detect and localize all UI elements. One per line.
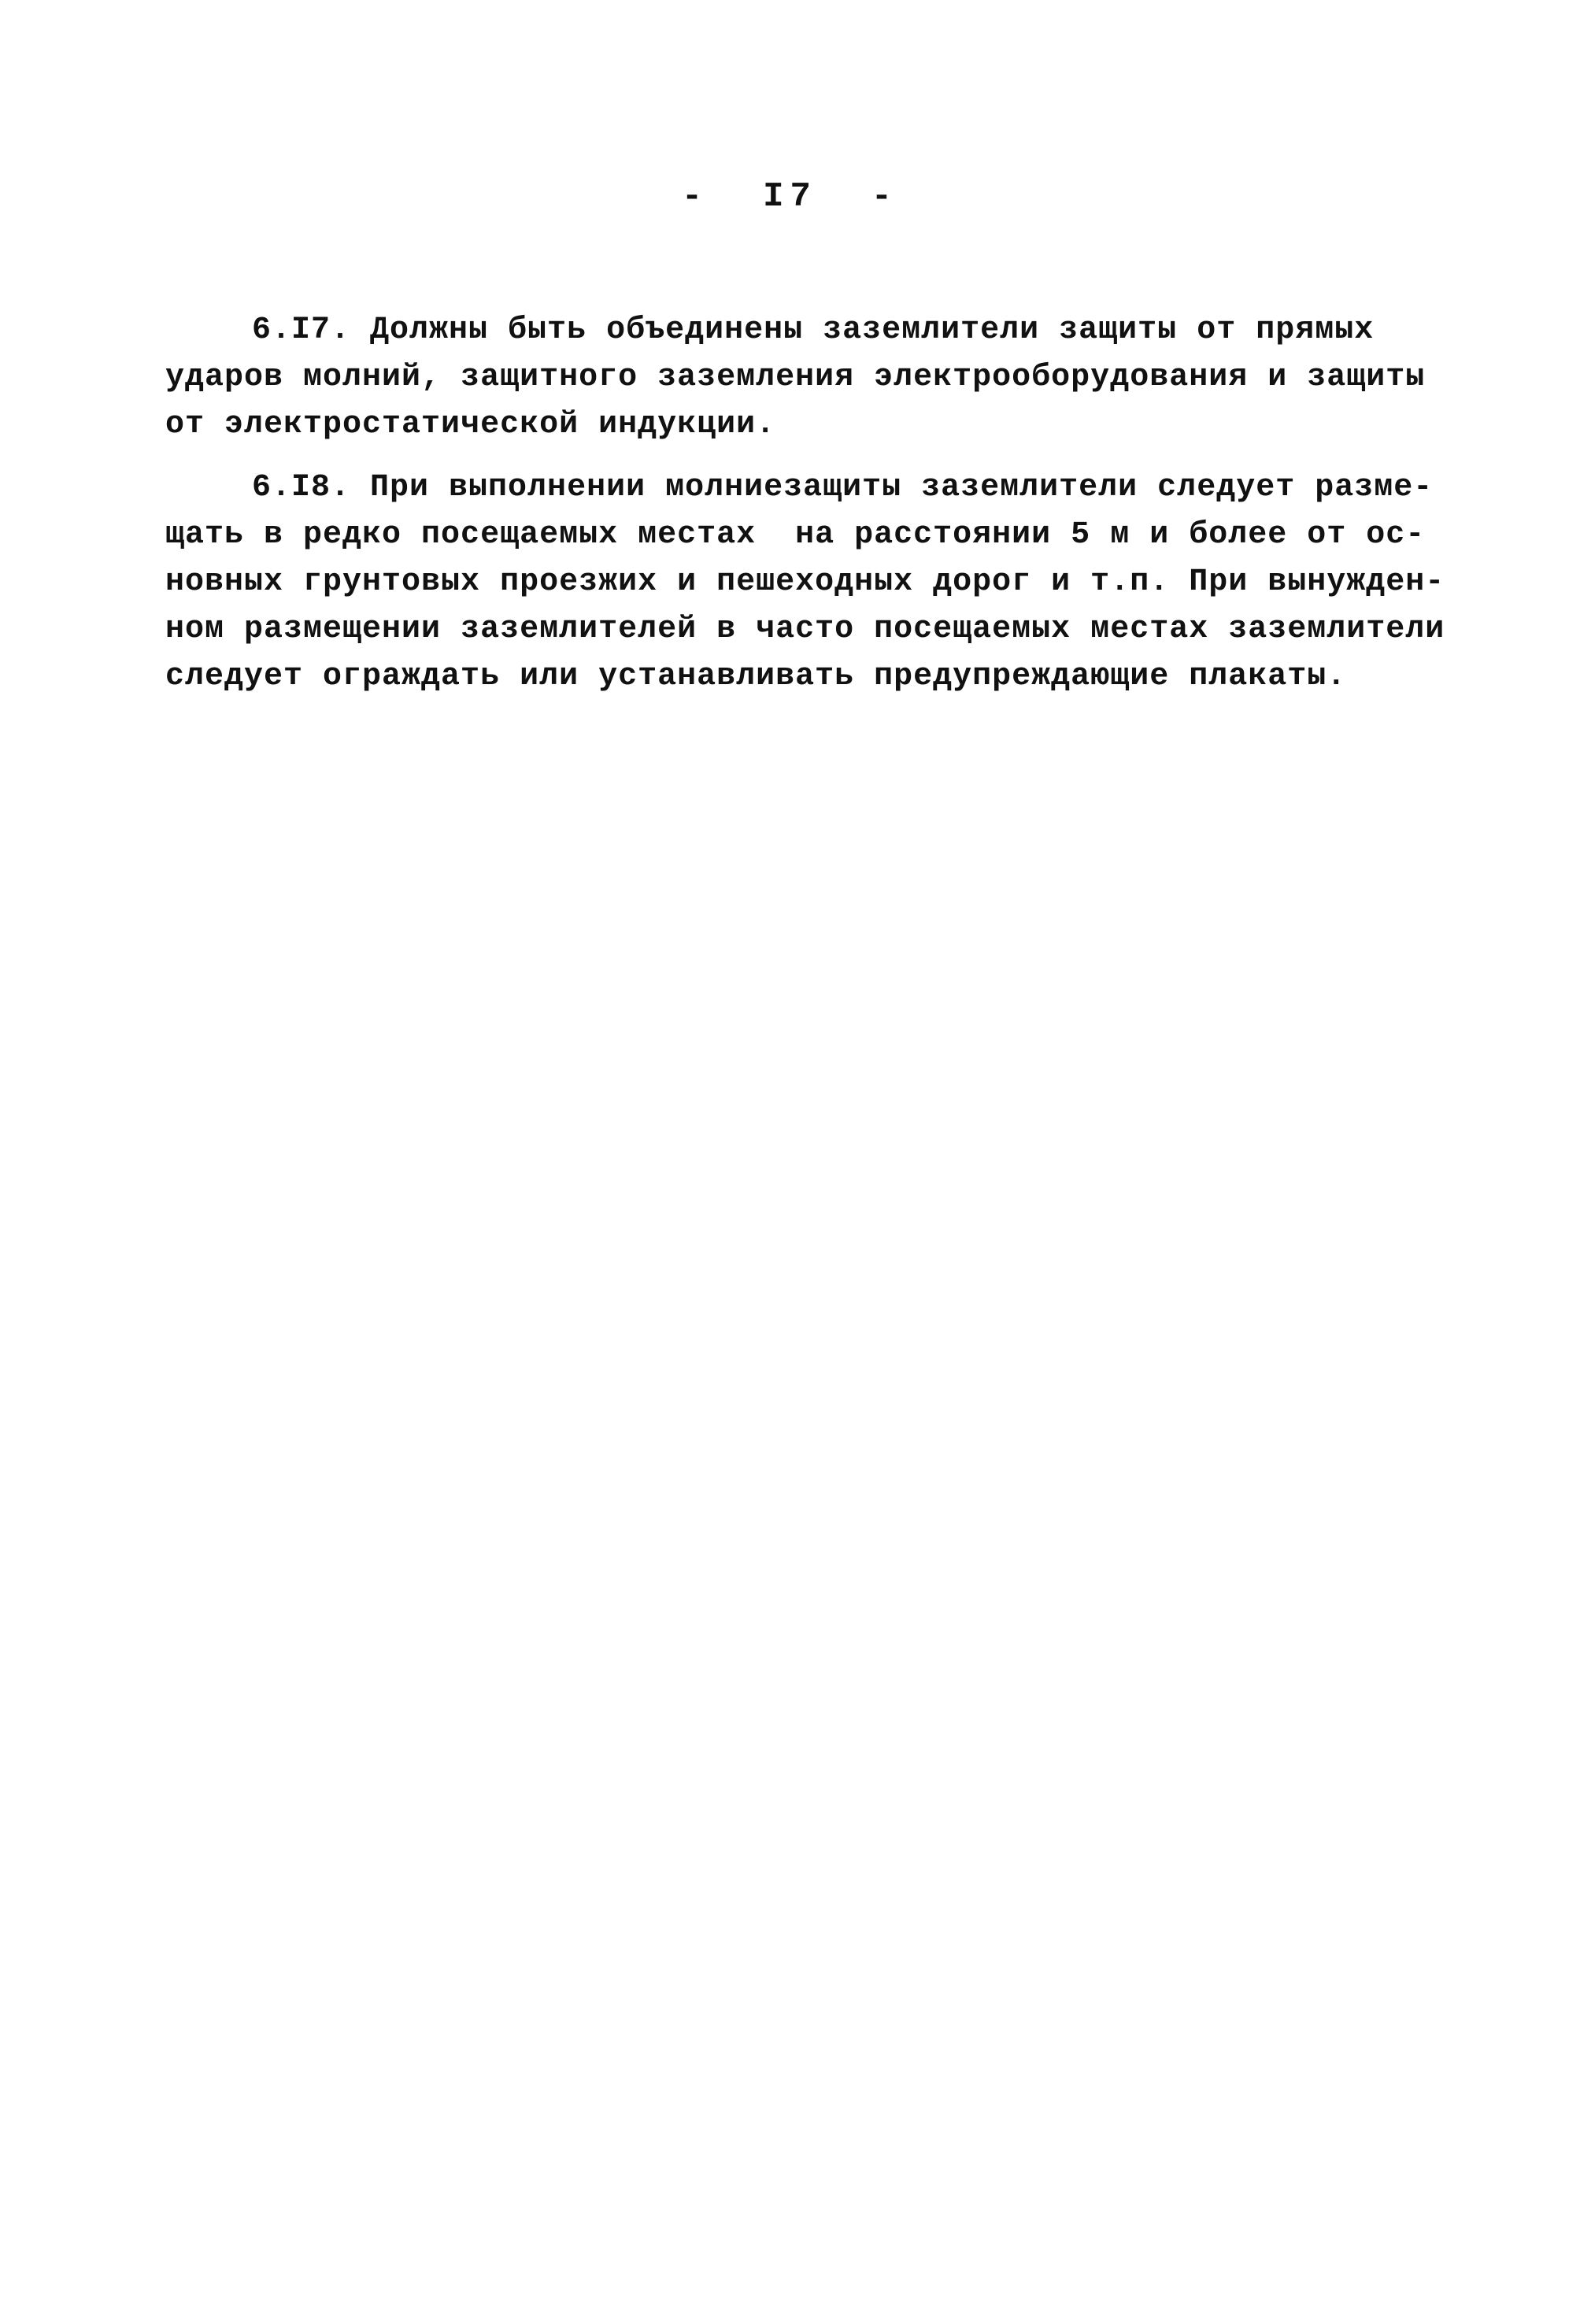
text-line: 6.I7. Должны быть объединены заземлители защиты от прямых bbox=[252, 313, 1375, 348]
text-line: ударов молний, защитного заземления электрооборудования и защиты bbox=[165, 360, 1426, 395]
text-line: новных грунтовых проезжих и пешеходных дорог и т.п. При вынужден- bbox=[165, 564, 1445, 600]
text-line: щать в редко посещаемых местах на расстоянии 5 м и более от ос- bbox=[165, 517, 1426, 553]
text-line: от электростатической индукции. bbox=[165, 407, 776, 442]
text-line: ном размещении заземлителей в часто посещаемых местах заземлители bbox=[165, 612, 1445, 647]
text-line: следует ограждать или устанавливать предупреждающие плакаты. bbox=[165, 659, 1347, 694]
paragraph-6-18 bbox=[165, 464, 1445, 701]
page-number: - I7 - bbox=[681, 177, 899, 216]
text-line: 6.I8. При выполнении молниезащиты заземлители следует разме- bbox=[252, 470, 1434, 505]
paragraph-6-17 bbox=[165, 307, 1426, 449]
